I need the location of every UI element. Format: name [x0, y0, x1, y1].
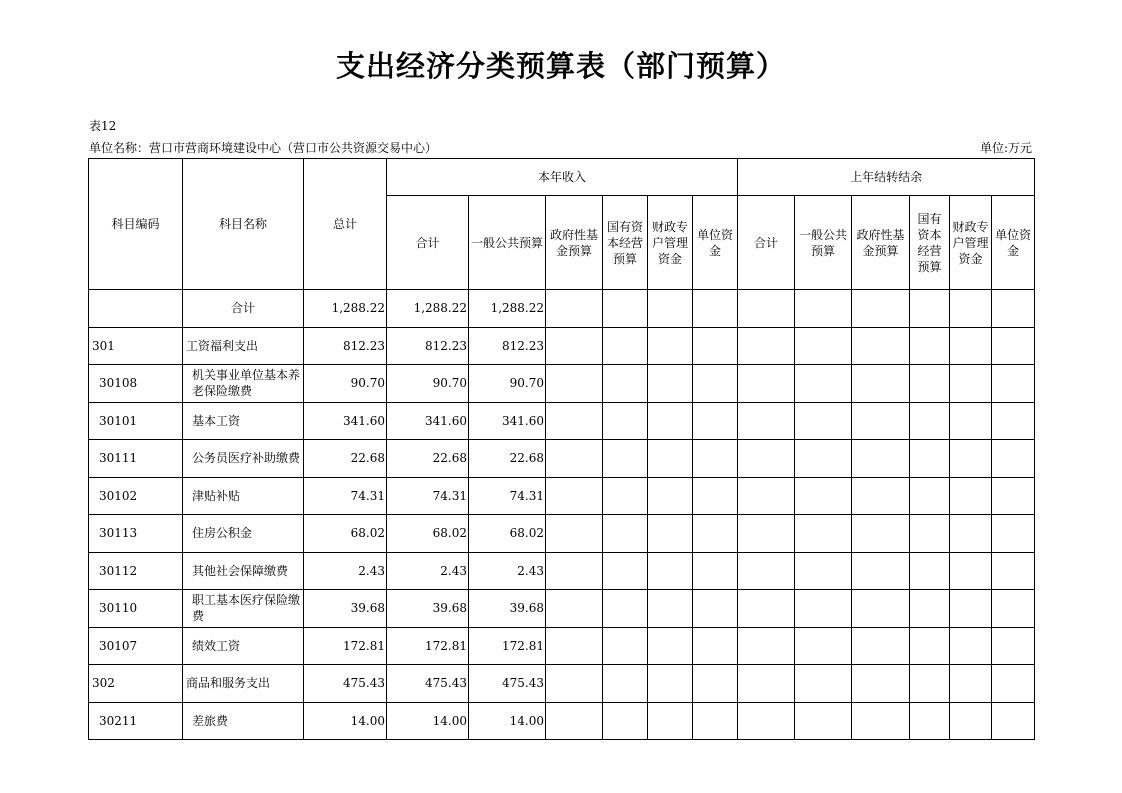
cell-empty [852, 365, 910, 403]
cell-empty [992, 702, 1035, 740]
cell-empty [693, 665, 738, 703]
cell-empty [795, 552, 852, 590]
cell-empty [852, 515, 910, 553]
cell-code: 30108 [89, 365, 183, 403]
cell-name: 工资福利支出 [183, 327, 304, 365]
header-current-fund: 政府性基金预算 [546, 196, 603, 290]
cell-name: 差旅费 [183, 702, 304, 740]
cell-empty [992, 365, 1035, 403]
header-current-sum: 合计 [387, 196, 469, 290]
cell-empty [546, 515, 603, 553]
cell-current-general: 812.23 [469, 327, 546, 365]
cell-empty [950, 627, 992, 665]
cell-empty [693, 440, 738, 478]
cell-empty [603, 515, 648, 553]
cell-empty [910, 327, 950, 365]
cell-code: 30211 [89, 702, 183, 740]
cell-empty [738, 590, 795, 628]
cell-current-general: 14.00 [469, 702, 546, 740]
cell-empty [852, 552, 910, 590]
cell-code: 302 [89, 665, 183, 703]
cell-empty [852, 702, 910, 740]
cell-code: 30101 [89, 402, 183, 440]
cell-empty [648, 327, 693, 365]
table-row [89, 627, 1035, 665]
cell-current-general: 39.68 [469, 590, 546, 628]
cell-code: 30113 [89, 515, 183, 553]
cell-current-sum: 22.68 [387, 440, 469, 478]
cell-code: 30112 [89, 552, 183, 590]
cell-current-sum: 74.31 [387, 477, 469, 515]
cell-empty [693, 702, 738, 740]
header-prior-unit-funds: 单位资金 [992, 196, 1035, 290]
cell-empty [648, 365, 693, 403]
cell-empty [852, 327, 910, 365]
cell-empty [693, 327, 738, 365]
cell-empty [992, 665, 1035, 703]
cell-empty [992, 440, 1035, 478]
cell-empty [648, 702, 693, 740]
table-row [89, 515, 1035, 553]
header-current-unit-funds: 单位资金 [693, 196, 738, 290]
cell-empty [795, 365, 852, 403]
cell-empty [738, 290, 795, 328]
cell-empty [795, 440, 852, 478]
cell-empty [910, 365, 950, 403]
cell-empty [648, 477, 693, 515]
header-name: 科目名称 [183, 159, 304, 290]
header-current-income: 本年收入 [387, 159, 738, 196]
cell-empty [852, 440, 910, 478]
cell-current-sum: 14.00 [387, 702, 469, 740]
cell-empty [910, 290, 950, 328]
cell-empty [546, 590, 603, 628]
cell-empty [950, 702, 992, 740]
cell-empty [795, 515, 852, 553]
cell-empty [950, 477, 992, 515]
cell-empty [693, 477, 738, 515]
cell-total: 475.43 [304, 665, 387, 703]
cell-current-general: 2.43 [469, 552, 546, 590]
page-title: 支出经济分类预算表（部门预算） [335, 49, 786, 83]
header-prior-carryover: 上年结转结余 [738, 159, 1035, 196]
cell-empty [738, 365, 795, 403]
cell-current-sum: 39.68 [387, 590, 469, 628]
cell-empty [992, 477, 1035, 515]
cell-total: 1,288.22 [304, 290, 387, 328]
table-row [89, 590, 1035, 628]
cell-empty [648, 590, 693, 628]
total-row [89, 290, 1035, 328]
cell-name: 基本工资 [183, 402, 304, 440]
table-number: 表12 [89, 119, 117, 133]
cell-empty [950, 290, 992, 328]
cell-empty [693, 365, 738, 403]
cell-empty [852, 590, 910, 628]
cell-empty [795, 402, 852, 440]
cell-current-sum: 90.70 [387, 365, 469, 403]
cell-empty [950, 440, 992, 478]
budget-table [88, 158, 1035, 740]
cell-empty [795, 290, 852, 328]
table-body [89, 290, 1035, 740]
cell-name: 绩效工资 [183, 627, 304, 665]
header-current-special-account: 财政专户管理资金 [648, 196, 693, 290]
header-prior-sum: 合计 [738, 196, 795, 290]
cell-empty [992, 327, 1035, 365]
cell-empty [648, 515, 693, 553]
table-row [89, 477, 1035, 515]
cell-current-general: 475.43 [469, 665, 546, 703]
cell-total: 2.43 [304, 552, 387, 590]
cell-name: 住房公积金 [183, 515, 304, 553]
cell-empty [738, 552, 795, 590]
cell-empty [546, 627, 603, 665]
cell-empty [950, 552, 992, 590]
cell-total: 39.68 [304, 590, 387, 628]
currency-unit: 单位:万元 [979, 141, 1032, 155]
cell-empty [603, 440, 648, 478]
cell-current-sum: 341.60 [387, 402, 469, 440]
cell-current-sum: 172.81 [387, 627, 469, 665]
cell-empty [738, 665, 795, 703]
unit-name: 单位名称：营口市营商环境建设中心（营口市公共资源交易中心） [89, 141, 438, 155]
cell-empty [648, 290, 693, 328]
cell-total: 74.31 [304, 477, 387, 515]
table-row [89, 702, 1035, 740]
cell-empty [910, 627, 950, 665]
table-row [89, 402, 1035, 440]
cell-code: 301 [89, 327, 183, 365]
cell-empty [603, 402, 648, 440]
cell-empty [648, 627, 693, 665]
cell-empty [738, 702, 795, 740]
cell-total: 341.60 [304, 402, 387, 440]
cell-empty [738, 402, 795, 440]
cell-name: 津贴补贴 [183, 477, 304, 515]
cell-empty [603, 665, 648, 703]
cell-empty [546, 402, 603, 440]
table-row [89, 552, 1035, 590]
cell-total: 812.23 [304, 327, 387, 365]
cell-empty [546, 365, 603, 403]
cell-current-general: 22.68 [469, 440, 546, 478]
cell-current-sum: 2.43 [387, 552, 469, 590]
cell-empty [910, 590, 950, 628]
cell-code: 30107 [89, 627, 183, 665]
cell-empty [795, 477, 852, 515]
cell-name: 公务员医疗补助缴费 [183, 440, 304, 478]
cell-current-sum: 475.43 [387, 665, 469, 703]
cell-total: 90.70 [304, 365, 387, 403]
cell-empty [738, 440, 795, 478]
cell-empty [910, 702, 950, 740]
cell-total: 14.00 [304, 702, 387, 740]
cell-current-general: 1,288.22 [469, 290, 546, 328]
cell-empty [603, 627, 648, 665]
cell-empty [603, 365, 648, 403]
cell-current-general: 90.70 [469, 365, 546, 403]
cell-empty [546, 477, 603, 515]
cell-empty [992, 402, 1035, 440]
cell-empty [738, 327, 795, 365]
cell-empty [648, 552, 693, 590]
cell-empty [852, 477, 910, 515]
cell-empty [546, 702, 603, 740]
cell-total: 172.81 [304, 627, 387, 665]
table-row [89, 440, 1035, 478]
cell-current-sum: 1,288.22 [387, 290, 469, 328]
header-current-general: 一般公共预算 [469, 196, 546, 290]
cell-empty [852, 665, 910, 703]
header-current-state-capital: 国有资本经营预算 [603, 196, 648, 290]
cell-empty [992, 627, 1035, 665]
cell-empty [693, 627, 738, 665]
cell-current-sum: 812.23 [387, 327, 469, 365]
cell-empty [795, 327, 852, 365]
cell-current-general: 172.81 [469, 627, 546, 665]
cell-empty [693, 402, 738, 440]
header-prior-general: 一般公共预算 [795, 196, 852, 290]
cell-empty [648, 440, 693, 478]
cell-empty [603, 327, 648, 365]
cell-empty [603, 590, 648, 628]
cell-total: 22.68 [304, 440, 387, 478]
cell-current-general: 68.02 [469, 515, 546, 553]
cell-empty [950, 365, 992, 403]
cell-current-sum: 68.02 [387, 515, 469, 553]
cell-empty [603, 477, 648, 515]
cell-empty [693, 590, 738, 628]
cell-empty [693, 552, 738, 590]
cell-code [89, 290, 183, 328]
cell-empty [950, 327, 992, 365]
cell-empty [693, 515, 738, 553]
cell-empty [950, 402, 992, 440]
header-prior-special-account: 财政专户管理资金 [950, 196, 992, 290]
cell-name: 职工基本医疗保险缴费 [183, 590, 304, 628]
cell-empty [852, 627, 910, 665]
cell-empty [795, 627, 852, 665]
cell-empty [795, 590, 852, 628]
cell-empty [852, 290, 910, 328]
table-row [89, 365, 1035, 403]
cell-empty [910, 440, 950, 478]
table-row [89, 327, 1035, 365]
cell-empty [950, 515, 992, 553]
header-total: 总计 [304, 159, 387, 290]
cell-empty [648, 402, 693, 440]
cell-total: 68.02 [304, 515, 387, 553]
cell-empty [992, 552, 1035, 590]
cell-code: 30111 [89, 440, 183, 478]
cell-empty [603, 702, 648, 740]
cell-empty [546, 440, 603, 478]
cell-empty [950, 665, 992, 703]
header-code: 科目编码 [89, 159, 183, 290]
cell-code: 30110 [89, 590, 183, 628]
cell-name: 其他社会保障缴费 [183, 552, 304, 590]
cell-empty [693, 290, 738, 328]
header-prior-fund: 政府性基金预算 [852, 196, 910, 290]
cell-empty [852, 402, 910, 440]
cell-empty [795, 665, 852, 703]
cell-empty [910, 515, 950, 553]
header-prior-state-capital: 国有资本经营预算 [910, 196, 950, 290]
cell-empty [910, 402, 950, 440]
cell-empty [546, 290, 603, 328]
cell-name: 商品和服务支出 [183, 665, 304, 703]
cell-empty [992, 515, 1035, 553]
cell-current-general: 74.31 [469, 477, 546, 515]
cell-empty [992, 590, 1035, 628]
cell-empty [546, 552, 603, 590]
cell-code: 30102 [89, 477, 183, 515]
cell-name: 机关事业单位基本养老保险缴费 [183, 365, 304, 403]
cell-empty [738, 627, 795, 665]
table-row [89, 665, 1035, 703]
cell-empty [910, 477, 950, 515]
cell-empty [910, 552, 950, 590]
cell-empty [546, 665, 603, 703]
cell-empty [738, 515, 795, 553]
cell-current-general: 341.60 [469, 402, 546, 440]
cell-empty [992, 290, 1035, 328]
table-header [89, 159, 1035, 290]
cell-empty [546, 327, 603, 365]
cell-empty [648, 665, 693, 703]
cell-empty [950, 590, 992, 628]
cell-name: 合计 [183, 290, 304, 328]
cell-empty [738, 477, 795, 515]
cell-empty [603, 552, 648, 590]
cell-empty [603, 290, 648, 328]
cell-empty [795, 702, 852, 740]
cell-empty [910, 665, 950, 703]
